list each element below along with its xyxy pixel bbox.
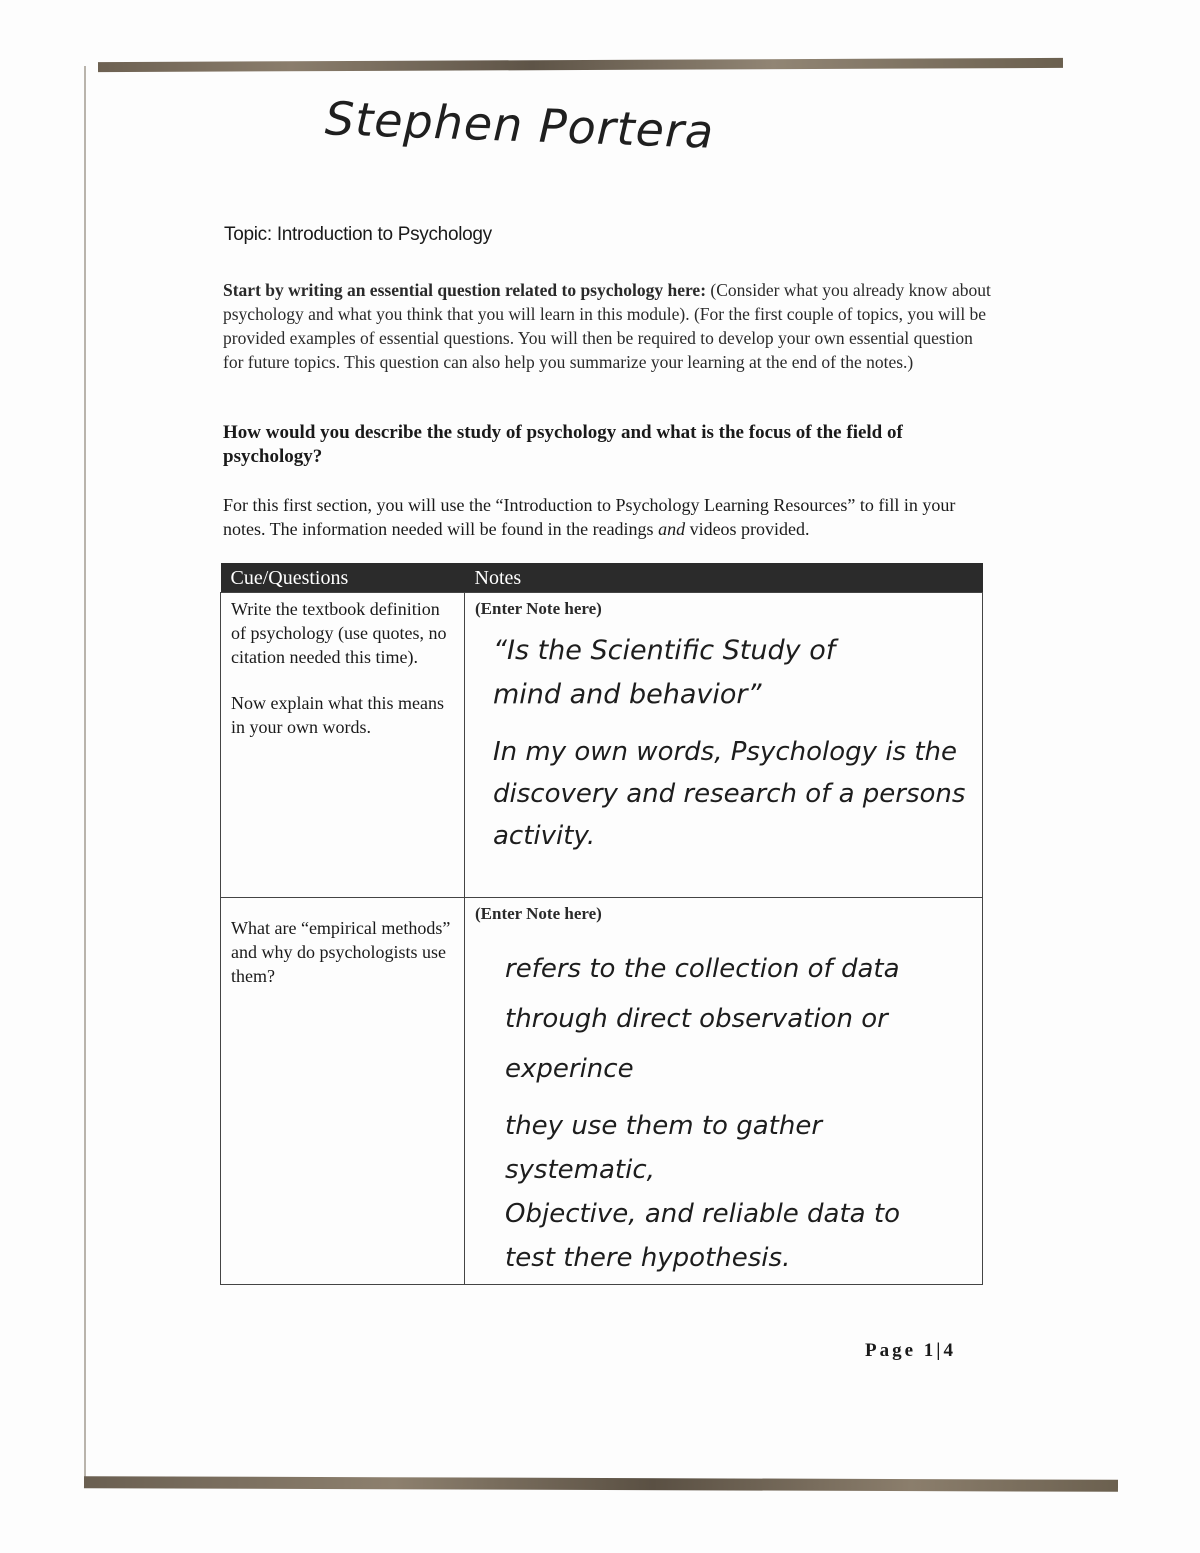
topic-heading: Topic: Introduction to Psychology <box>224 224 492 245</box>
paper-left-edge <box>84 66 86 1480</box>
instructions-after: videos provided. <box>685 519 810 539</box>
cue-cell <box>221 898 465 1285</box>
handwritten-name: Stephen Portera <box>324 91 716 159</box>
table-header-row <box>221 563 983 593</box>
table-row <box>221 898 983 1285</box>
note-label: (Enter Note here) <box>475 904 602 923</box>
intro-paragraph <box>223 278 993 374</box>
paper-top-edge <box>98 58 1063 72</box>
page-number: Page 1|4 <box>865 1340 956 1361</box>
handwritten-note: “Is the Scientific Study of mind and behavior” <box>493 635 836 710</box>
cue-text: Write the textbook definition of psychology (use quotes, no citation needed this time). <box>231 599 447 667</box>
header-notes: Notes <box>465 563 983 593</box>
table-row <box>221 593 983 898</box>
handwritten-note: In my own words, Psychology is the discovery and research of a persons activity. <box>493 737 966 851</box>
instructions-before: For this first section, you will use the “Introduction to Psychology Learning Resources” to fill in your notes. The information needed will be found in the readings <box>223 495 956 539</box>
essential-question: How would you describe the study of psychology and what is the focus of the field of psychology? <box>223 422 903 467</box>
instructions-emphasis: and <box>658 519 686 539</box>
handwritten-note: refers to the collection of data through direct observation or experince <box>505 954 900 1084</box>
intro-rest: (Consider what you already know about psychology and what you think that you will learn in this module). (For the first couple of topics, you will be provided examples of essential questions. You will then be required to develop your own essential question for future topics. This question can also help you summarize your learning at the end of the notes.) <box>223 280 991 372</box>
intro-lead: Start by writing an essential question related to psychology here: <box>223 280 707 300</box>
cue-cell <box>221 593 465 898</box>
handwritten-note: they use them to gather systematic, Objective, and reliable data to test there hypothesis. <box>505 1111 900 1273</box>
cue-text: What are “empirical methods” and why do psychologists use them? <box>231 918 451 986</box>
instructions-paragraph <box>223 493 993 541</box>
header-cue-questions: Cue/Questions <box>221 563 465 593</box>
notes-cell[interactable] <box>465 593 983 898</box>
note-label: (Enter Note here) <box>475 599 602 618</box>
cue-text: Now explain what this means in your own words. <box>231 693 444 737</box>
paper-bottom-edge <box>84 1476 1118 1492</box>
cornell-notes-table <box>220 563 983 1285</box>
notes-cell[interactable] <box>465 898 983 1285</box>
